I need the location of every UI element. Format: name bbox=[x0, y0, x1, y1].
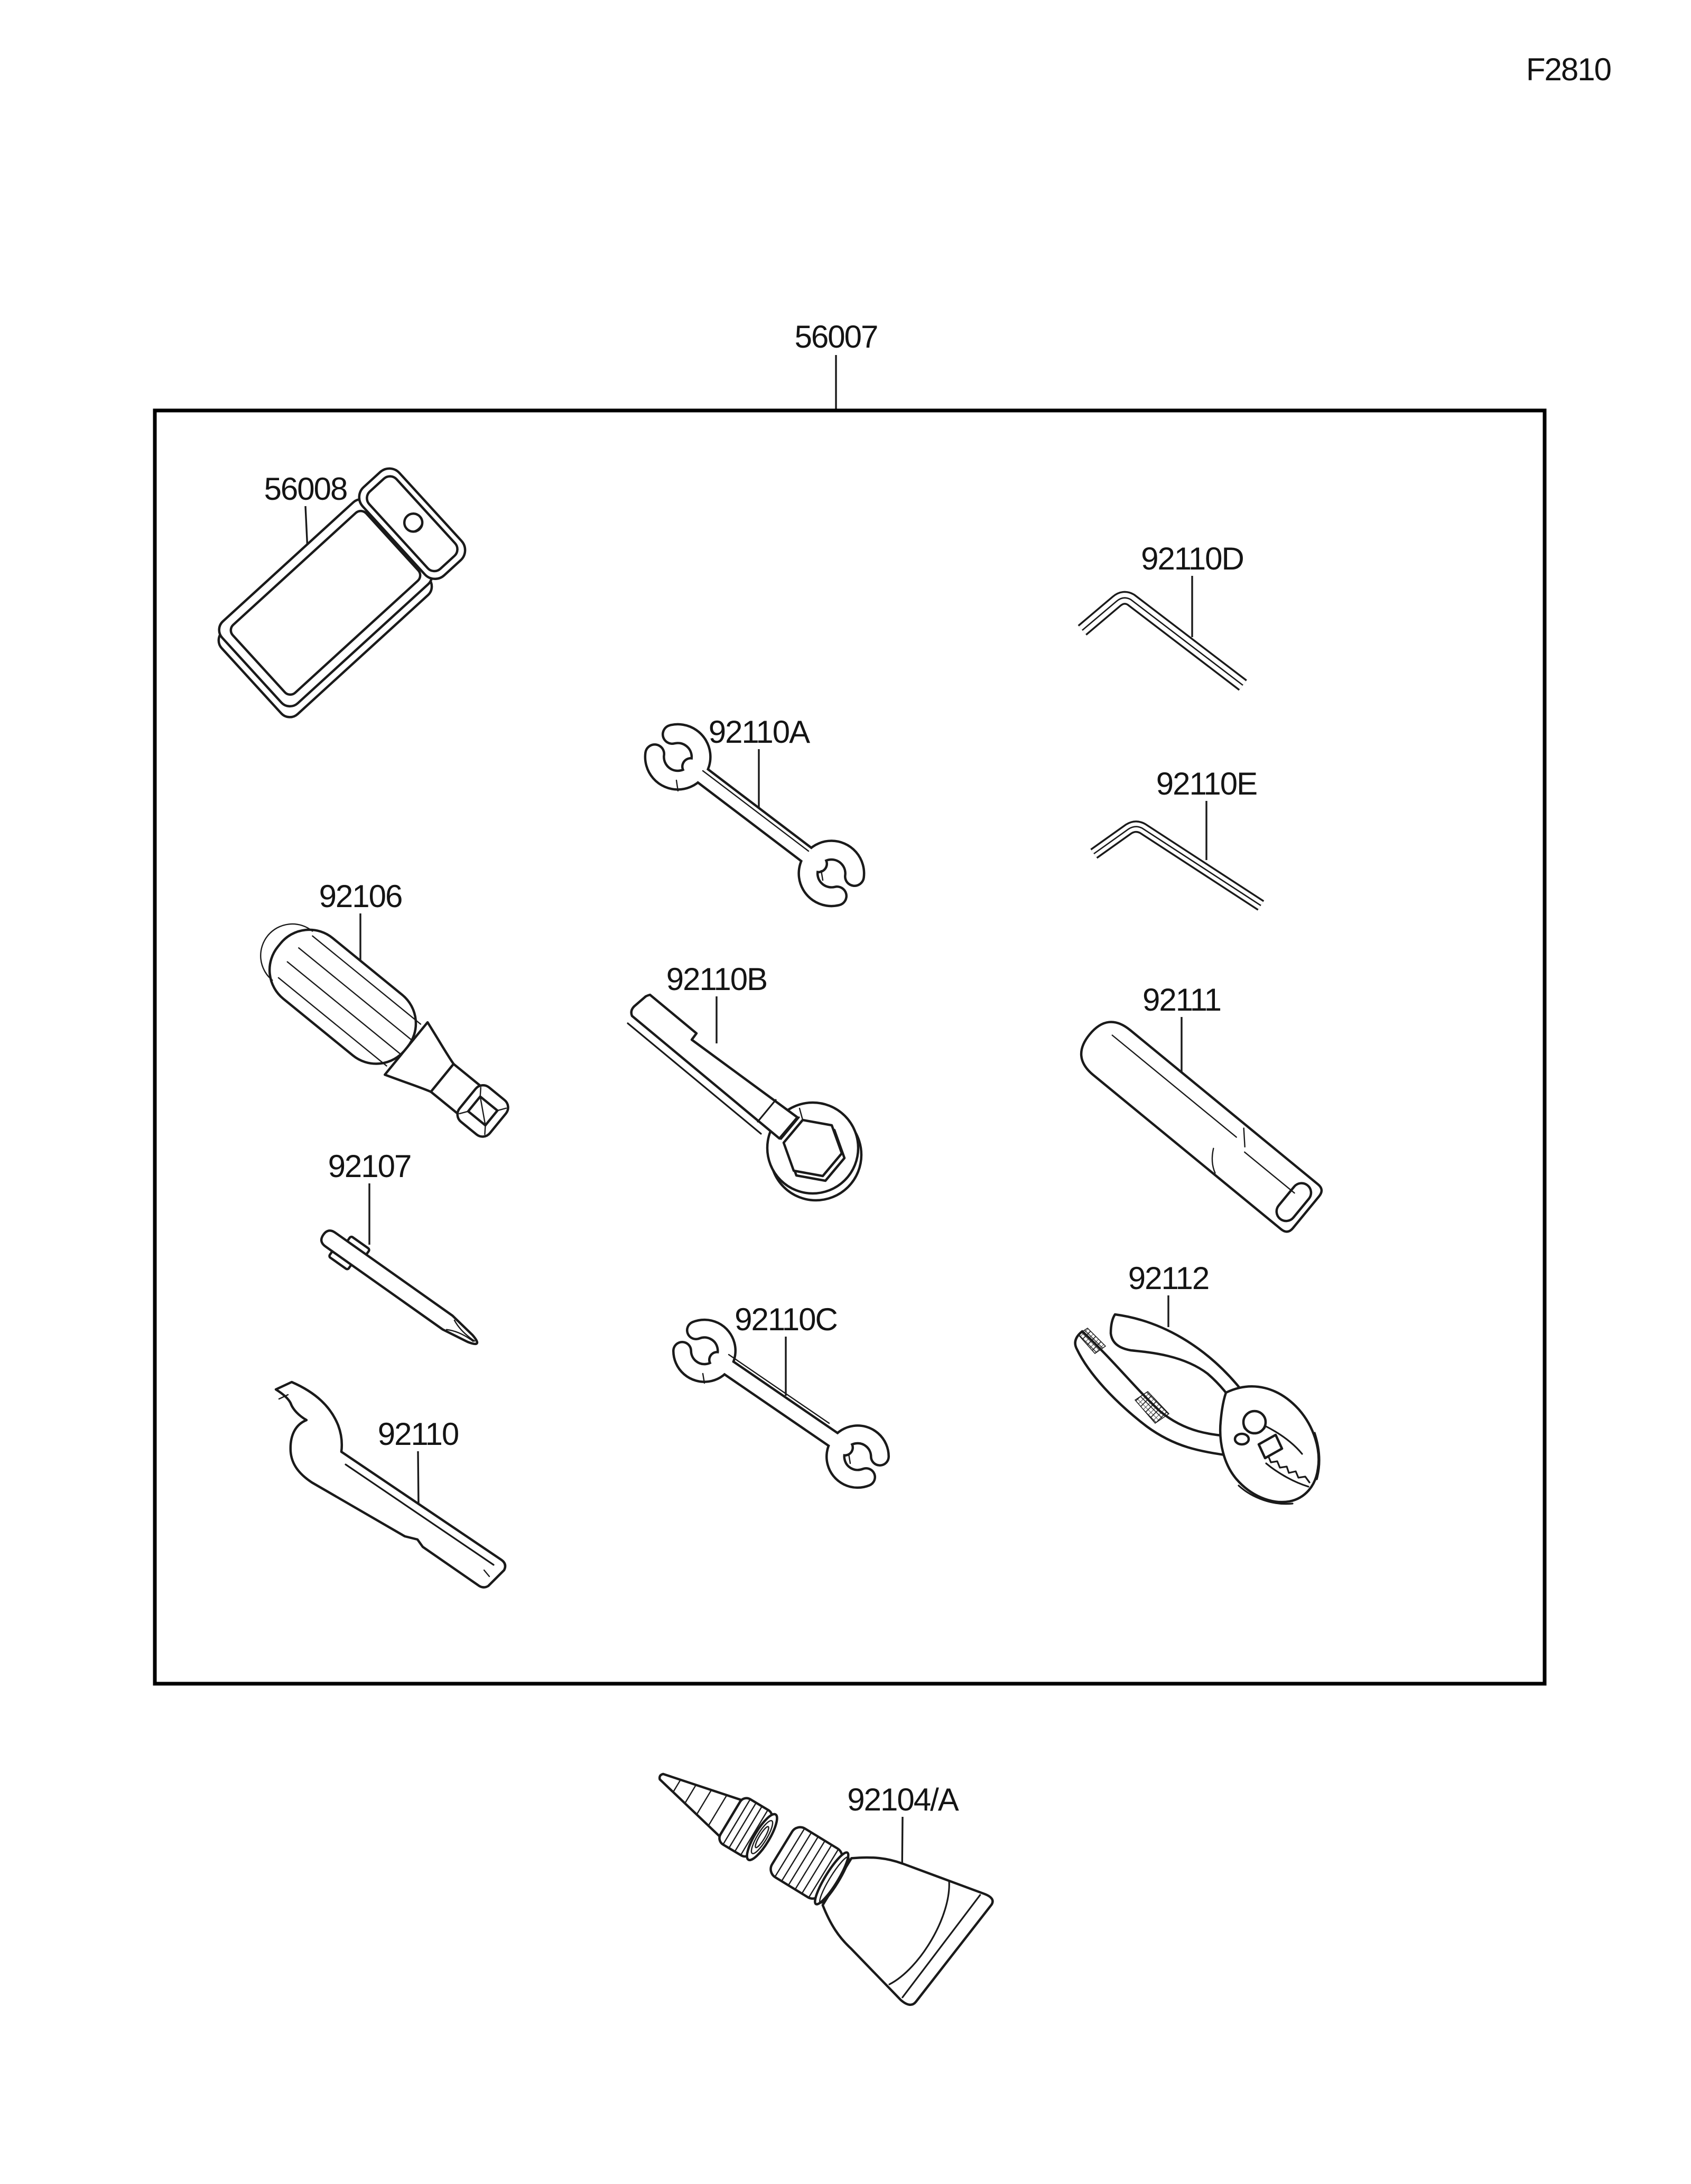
pliers-drawing bbox=[1075, 1314, 1320, 1504]
hex-key-d-drawing bbox=[1082, 598, 1243, 685]
label-holder-tube: 92111 bbox=[1142, 982, 1221, 1018]
label-driver-grip: 92106 bbox=[319, 879, 402, 914]
label-tool-bag: 56008 bbox=[264, 471, 347, 507]
label-tool-kit: 56007 bbox=[794, 319, 878, 354]
label-grease-tube: 92104/A bbox=[847, 1782, 958, 1817]
hook-spanner-drawing bbox=[276, 1382, 505, 1588]
label-pliers: 92112 bbox=[1128, 1261, 1209, 1296]
hex-key-e-drawing bbox=[1094, 827, 1261, 906]
label-open-end-wrench-a: 92110A bbox=[708, 714, 810, 750]
label-hex-key-e: 92110E bbox=[1156, 766, 1257, 801]
driver-bit-drawing bbox=[315, 1222, 486, 1355]
driver-grip-drawing bbox=[243, 906, 523, 1154]
grease-tube-body-drawing bbox=[747, 1791, 995, 2015]
label-hex-key-d: 92110D bbox=[1141, 541, 1243, 576]
open-end-wrench-c-drawing bbox=[682, 1329, 880, 1479]
holder-tube-drawing bbox=[1071, 1012, 1324, 1234]
open-end-wrench-a-drawing bbox=[655, 734, 855, 897]
grease-tube-nozzle-drawing bbox=[646, 1753, 782, 1864]
label-hook-spanner: 92110 bbox=[377, 1416, 459, 1452]
label-ring-wrench-b: 92110B bbox=[666, 962, 767, 997]
label-open-end-wrench-c: 92110C bbox=[735, 1302, 837, 1337]
label-driver-bit: 92107 bbox=[328, 1149, 411, 1184]
figure-code: F2810 bbox=[1526, 52, 1611, 87]
leader-hook-spanner bbox=[418, 1451, 419, 1505]
ring-wrench-b-drawing bbox=[628, 995, 861, 1200]
